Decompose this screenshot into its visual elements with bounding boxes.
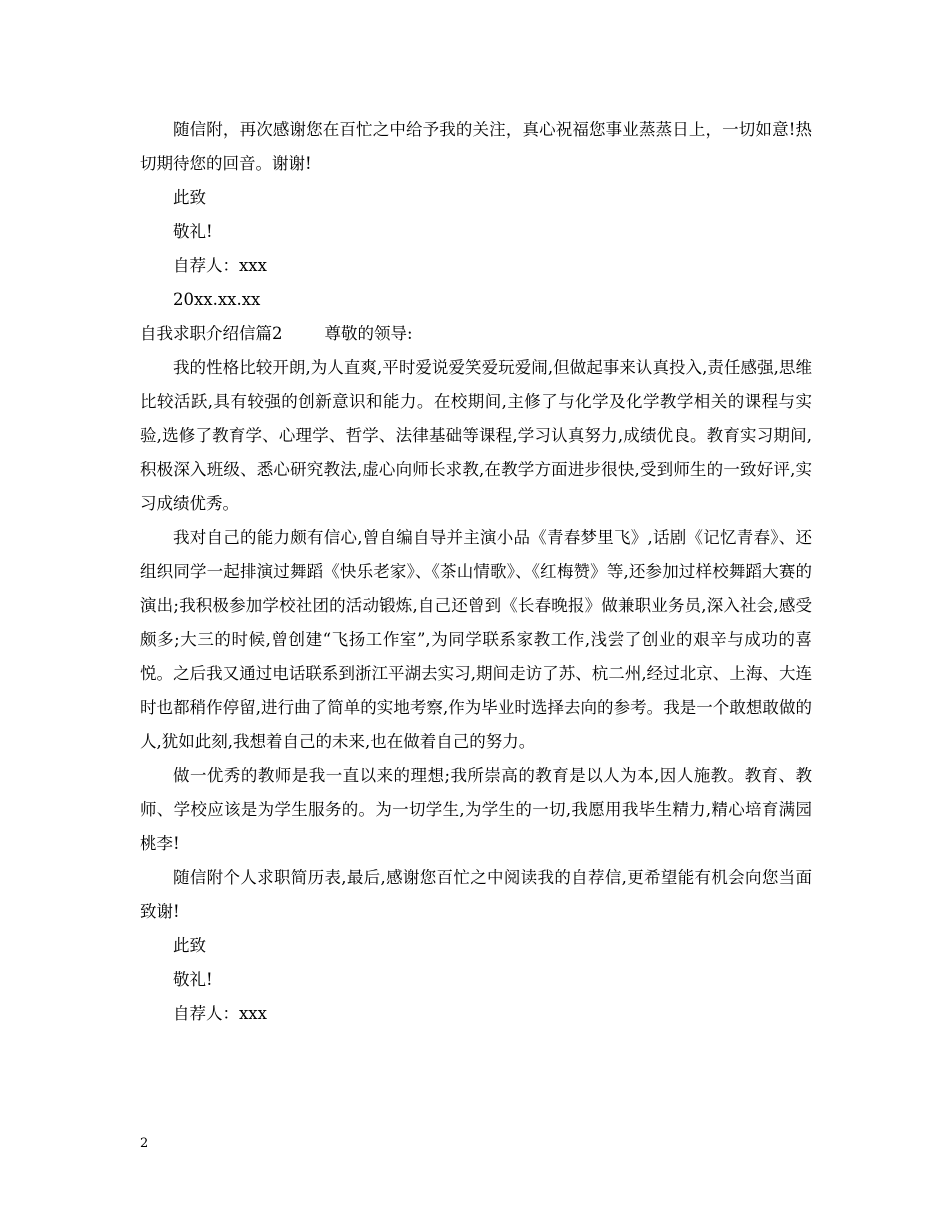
salutation: 此致 [173,188,206,207]
section-heading: 自我求职介绍信篇2 尊敬的领导: [140,324,413,343]
date: 20xx.xx.xx [173,290,261,309]
page-number: 2 [140,1136,149,1151]
signer: 自荐人：xxx [173,1004,267,1023]
regards: 敬礼! [173,970,213,989]
letter-content [140,113,812,1031]
body-paragraph: 做一优秀的教师是我一直以来的理想;我所崇高的教育是以人为本,因人施教。教育、教师、学校应该是为学生服务的。为一切学生,为学生的一切,我愿用我毕生精力,精心培育满园桃李! [140,766,812,853]
body-paragraph: 随信附个人求职简历表,最后,感谢您百忙之中阅读我的自荐信,更希望能有机会向您当面致谢! [140,868,812,921]
body-paragraph: 我对自己的能力颇有信心,曾自编自导并主演小品《青春梦里飞》,话剧《记忆青春》、还组织同学一起排演过舞蹈《快乐老家》、《茶山情歌》、《红梅赞》等,还参加过样校舞蹈大赛的演出;我积极参加学校社团的活动锻炼,自己还曾到《长春晚报》做兼职业务员,深入社会,感受颇多;大三的时候,曾创建“飞扬工作室”,为同学联系家教工作,浅尝了创业的艰辛与成功的喜悦。之后我又通过电话联系到浙江平湖去实习,期间走访了苏、杭二州,经过北京、上海、大连时也都稍作停留,进行曲了简单的实地考察,作为毕业时选择去向的参考。我是一个敢想敢做的人,犹如此刻,我想着自己的未来,也在做着自己的努力。 [140,528,812,751]
regards: 敬礼! [173,222,213,241]
body-paragraph: 我的性格比较开朗,为人直爽,平时爱说爱笑爱玩爱闹,但做起事来认真投入,责任感强,思维比较活跃,具有较强的创新意识和能力。在校期间,主修了与化学及化学教学相关的课程与实验,选修了教育学、心理学、哲学、法律基础等课程,学习认真努力,成绩优良。教育实习期间,积极深入班级、悉心研究教法,虚心向师长求教,在教学方面进步很快,受到师生的一致好评,实习成绩优秀。 [140,358,812,513]
salutation: 此致 [173,936,206,955]
signer: 自荐人：xxx [173,256,267,275]
closing-paragraph: 随信附，再次感谢您在百忙之中给予我的关注，真心祝福您事业蒸蒸日上，一切如意!热切期待您的回音。谢谢! [140,120,812,173]
